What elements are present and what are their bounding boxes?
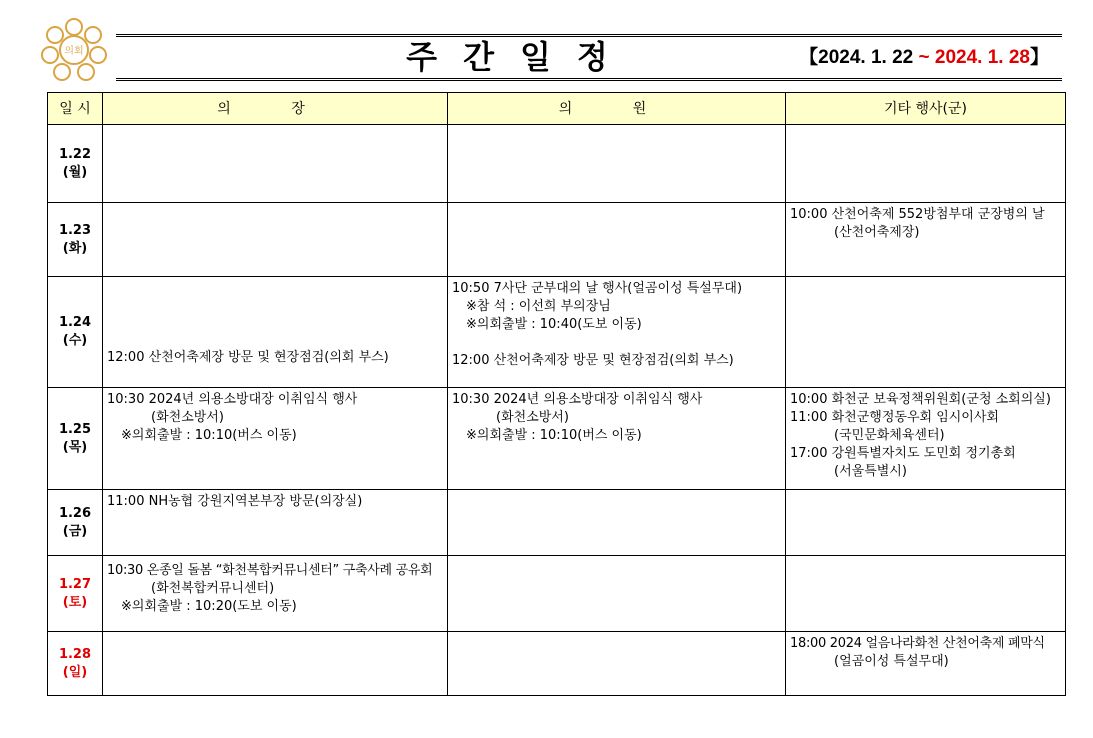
- period-separator: ~: [913, 47, 935, 68]
- event-location: (화천소방서): [151, 410, 224, 425]
- period-open: 【: [799, 47, 819, 68]
- chair-cell: [103, 277, 448, 388]
- event-line: 10:30 2024년 의용소방대장 이취임식 행사: [107, 392, 358, 407]
- other-cell: [786, 556, 1066, 632]
- page-title: 주간일정: [406, 38, 634, 76]
- column-header-day: 일 시: [48, 93, 103, 125]
- event-note: ※의회출발 : 10:10(버스 이동): [466, 428, 642, 443]
- event-location: (얼곰이성 특설무대): [834, 654, 949, 669]
- table-row: [48, 277, 1066, 388]
- event-location: (화천복합커뮤니센터): [151, 581, 275, 596]
- period-start: 2024. 1. 22: [818, 47, 914, 68]
- emblem-text: 의회: [64, 46, 84, 57]
- members-cell: [448, 277, 786, 388]
- members-cell: [448, 632, 786, 696]
- chair-cell: [103, 388, 448, 490]
- event-line: 10:50 7사단 군부대의 날 행사(얼곰이성 특설무대): [452, 281, 743, 296]
- event-line: 17:00 강원특별자치도 도민회 정기총회: [790, 446, 1016, 461]
- schedule-period: [799, 44, 1049, 72]
- day-cell: 1.23 (화): [48, 203, 103, 277]
- table-row: [48, 388, 1066, 490]
- day-cell: 1.24 (수): [48, 277, 103, 388]
- event-line: 12:00 산천어축제장 방문 및 현장점검(의회 부스): [452, 353, 734, 368]
- table-row: [48, 632, 1066, 696]
- table-row: [48, 490, 1066, 556]
- column-header-other: 기타 행사(군): [786, 93, 1066, 125]
- event-line: 10:00 화천군 보육정책위원회(군청 소회의실): [790, 392, 1051, 407]
- event-location: (화천소방서): [496, 410, 569, 425]
- other-cell: [786, 632, 1066, 696]
- day-cell: 1.28 (일): [48, 632, 103, 696]
- table-row: [48, 556, 1066, 632]
- other-cell: [786, 490, 1066, 556]
- event-note: ※참 석 : 이선희 부의장님: [466, 299, 611, 314]
- chair-cell: [103, 125, 448, 203]
- chair-cell: [103, 632, 448, 696]
- title-rule-bottom: [116, 78, 1062, 81]
- other-cell: [786, 203, 1066, 277]
- event-location: (산천어축제장): [834, 225, 920, 240]
- day-cell: 1.27 (토): [48, 556, 103, 632]
- other-cell: [786, 277, 1066, 388]
- event-line: 10:00 산천어축제 552방첨부대 군장병의 날: [790, 207, 1045, 222]
- event-note: ※의회출발 : 10:20(도보 이동): [121, 599, 297, 614]
- members-cell: [448, 490, 786, 556]
- event-location: (서울특별시): [834, 464, 907, 479]
- chair-cell: [103, 490, 448, 556]
- table-header-row: [48, 93, 1066, 125]
- members-cell: [448, 125, 786, 203]
- other-cell: [786, 388, 1066, 490]
- table-row: [48, 125, 1066, 203]
- other-cell: [786, 125, 1066, 203]
- event-line: 18:00 2024 얼음나라화천 산천어축제 폐막식: [790, 636, 1045, 651]
- event-note: ※의회출발 : 10:40(도보 이동): [466, 317, 642, 332]
- event-line: 11:00 화천군행정동우회 임시이사회: [790, 410, 999, 425]
- weekly-schedule-table: [47, 92, 1066, 696]
- period-end: 2024. 1. 28: [934, 47, 1030, 68]
- event-line: 12:00 산천어축제장 방문 및 현장점검(의회 부스): [107, 350, 389, 365]
- day-cell: 1.25 (목): [48, 388, 103, 490]
- event-line: 10:30 2024년 의용소방대장 이취임식 행사: [452, 392, 703, 407]
- chair-cell: [103, 556, 448, 632]
- chair-cell: [103, 203, 448, 277]
- event-location: (국민문화체육센터): [834, 428, 945, 443]
- column-header-members: 의 원: [448, 93, 786, 125]
- members-cell: [448, 203, 786, 277]
- event-note: ※의회출발 : 10:10(버스 이동): [121, 428, 297, 443]
- day-cell: 1.22 (월): [48, 125, 103, 203]
- council-emblem-icon: [38, 18, 110, 82]
- event-line: 10:30 온종일 돌봄 “화천복합커뮤니센터” 구축사례 공유회: [107, 563, 433, 578]
- members-cell: [448, 556, 786, 632]
- members-cell: [448, 388, 786, 490]
- period-close: 】: [1029, 47, 1049, 68]
- event-line: 11:00 NH농협 강원지역본부장 방문(의장실): [107, 494, 363, 509]
- day-cell: 1.26 (금): [48, 490, 103, 556]
- table-row: [48, 203, 1066, 277]
- column-header-chair: 의 장: [103, 93, 448, 125]
